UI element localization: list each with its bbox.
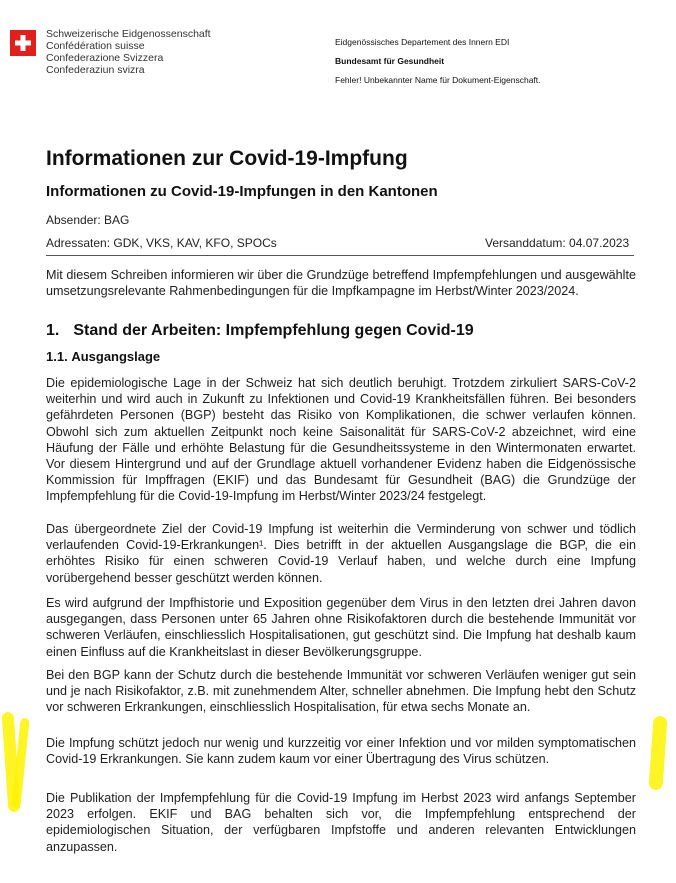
subsection-number: 1.1. <box>46 349 68 364</box>
confederation-line: Schweizerische Eidgenossenschaft <box>46 28 211 40</box>
divider <box>46 255 634 256</box>
intro-paragraph: Mit diesem Schreiben informieren wir über die Grundzüge betreffend Impfempfehlungen und ausgewählte umsetzungsrelevante Rahmenbedingungen für die Impfkampagne im Herbst/Winter 2023/2024. <box>46 268 636 299</box>
body-paragraph: Die epidemiologische Lage in der Schweiz hat sich deutlich beruhigt. Trotzdem zirkuliert SARS-CoV-2 weiterhin und wird auch in Zukunft zu Infektionen und Covid-19 Krankheitsfällen führen. Bei besonders gefährdeten Personen (BGP) besteht das Risiko von Komplikationen, die schwer verlaufen können. Obwohl sich zum aktuellen Zeitpunkt noch keine Saisonalität für SARS-CoV-2 abzeichnet, wird eine Häufung der Fälle und erhöhte Belastung für die Gesundheitssysteme in den Wintermonaten erwartet. Vor diesem Hintergrund und auf der Grundlage aktuell vorhandener Evidenz haben die Eidgenössische Kommission für Impffragen (EKIF) und das Bundesamt für Gesundheit (BAG) die Grundzüge der Impfempfehlung für die Covid-19-Impfung im Herbst/Winter 2023/24 festgelegt. <box>46 376 636 504</box>
sender: Absender: BAG <box>46 213 130 227</box>
highlighter-mark-right <box>648 716 667 791</box>
office-name: Bundesamt für Gesundheit <box>335 56 445 66</box>
recipients: Adressaten: GDK, VKS, KAV, KFO, SPOCs <box>46 236 277 250</box>
section-title: Stand der Arbeiten: Impfempfehlung gegen Covid-19 <box>73 322 474 339</box>
page-title: Informationen zur Covid-19-Impfung <box>46 147 408 170</box>
swiss-flag-logo <box>10 30 36 56</box>
confederation-line: Confédération suisse <box>46 40 145 52</box>
page-subtitle: Informationen zu Covid-19-Impfungen in den Kantonen <box>46 183 438 200</box>
confederation-line: Confederazione Svizzera <box>46 52 164 64</box>
doc-property-error: Fehler! Unbekannter Name für Dokument-Eigenschaft. <box>335 75 541 85</box>
section-heading <box>46 322 474 340</box>
body-paragraph: Die Publikation der Impfempfehlung für die Covid-19 Impfung im Herbst 2023 wird anfangs September 2023 erfolgen. EKIF und BAG behalten sich vor, die Impfempfehlung entsprechend der epidemiologischen Situation, der verfügbaren Impfstoffe und anderen relevanten Entwicklungen anzupassen. <box>46 791 636 854</box>
body-paragraph: Die Impfung schützt jedoch nur wenig und kurzzeitig vor einer Infektion und vor milden symptomatischen Covid-19 Erkrankungen. Sie kann zudem kaum vor einer Übertragung des Virus schützen. <box>46 736 636 767</box>
subsection-heading <box>46 349 160 364</box>
subsection-title: Ausgangslage <box>71 349 161 364</box>
body-paragraph: Bei den BGP kann der Schutz durch die bestehende Immunität vor schweren Verläufen weniger gut sein und je nach Risikofaktor, z.B. mit zunehmendem Alter, schneller abnehmen. Die Impfung hebt den Schutz vor schweren Erkrankungen, einschliesslich Hospitalisation, für etwa sechs Monate an. <box>46 668 636 715</box>
body-paragraph: Es wird aufgrund der Impfhistorie und Exposition gegenüber dem Virus in den letzten drei Jahren davon ausgegangen, dass Personen unter 65 Jahren ohne Risikofaktoren durch die bestehende Immunität vor schweren Verläufen, einschliesslich Hospitalisationen, gut geschützt sind. Die Impfung hat deshalb kaum einen Einfluss auf die Krankheitslast in dieser Bevölkerungsgruppe. <box>46 596 636 659</box>
send-date: Versanddatum: 04.07.2023 <box>485 236 630 250</box>
section-number: 1. <box>46 322 60 339</box>
confederation-names <box>46 28 211 76</box>
department-block <box>335 37 541 94</box>
confederation-line: Confederaziun svizra <box>46 64 145 76</box>
department-name: Eidgenössisches Departement des Innern EDI <box>335 37 510 47</box>
body-paragraph: Das übergeordnete Ziel der Covid-19 Impfung ist weiterhin die Verminderung von schwer und tödlich verlaufenden Covid-19-Erkrankungen¹. Dies betrifft in der aktuellen Ausgangslage die BGP, die ein erhöhtes Risiko für einen schweren Covid-19 Verlauf haben, und welche durch eine Impfung vorübergehend besser geschützt werden können. <box>46 522 636 585</box>
